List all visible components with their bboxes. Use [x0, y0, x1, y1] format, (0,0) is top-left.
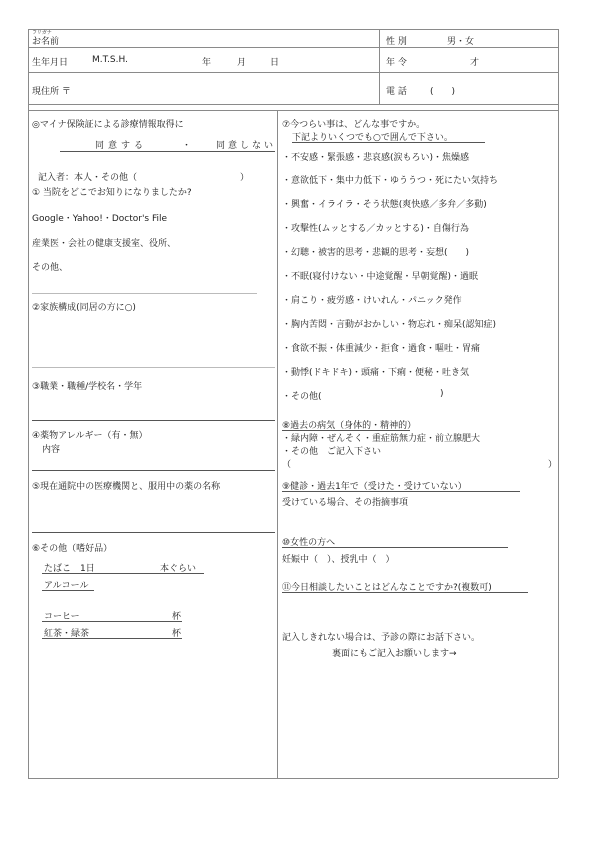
- q8-line-1: ・緑内障・ぜんそく・重症筋無力症・前立腺肥大: [282, 434, 481, 444]
- sex-options: 男・女: [447, 37, 475, 47]
- header-line-5: [28, 110, 558, 111]
- header-line-3: [28, 72, 558, 73]
- writer-close: ）: [240, 173, 250, 183]
- furigana-label: フリガナ: [32, 30, 52, 36]
- symptom-item: ・肩こり・疲労感・けいれん・パニック発作: [282, 296, 462, 306]
- dob-label: 生年月日: [32, 58, 69, 68]
- dob-day: 日: [270, 58, 280, 68]
- q4-sub-label: 内容: [42, 445, 61, 455]
- header-top-line: [28, 29, 558, 30]
- q5-bottom-line: [32, 532, 275, 533]
- q7-label: ⑦今つらい事は、どんな事ですか。: [282, 120, 426, 130]
- age-label: 年 令: [386, 58, 407, 68]
- q9-sub-label: 受けている場合、その指摘事項: [282, 498, 409, 508]
- coffee-label: コーヒー: [44, 612, 80, 622]
- writer-label: 記入者：本人・その他（: [38, 173, 138, 183]
- symptom-item: ・不安感・緊張感・悲哀感(涙もろい)・焦燥感: [282, 153, 470, 163]
- q3-bottom-line: [32, 420, 275, 421]
- dob-month: 月: [237, 58, 247, 68]
- tea-unit: 杯: [172, 629, 182, 639]
- myna-agree-option: 同意する: [95, 141, 148, 151]
- era-options: M.T.S.H.: [92, 55, 128, 65]
- tobacco-label: たばこ 1日: [44, 564, 95, 574]
- tobacco-unit: 本ぐらい: [160, 564, 197, 574]
- symptom-item: ・意欲低下・集中力低下・ゆううつ・死にたい気持ち: [282, 176, 499, 186]
- age-unit: 才: [470, 58, 480, 68]
- body-center-divider: [277, 110, 278, 778]
- q4-label: ④薬物アレルギー（有・無）: [32, 431, 148, 441]
- symptom-item: ・食欲不振・体重減少・拒食・過食・嘔吐・胃痛: [282, 344, 481, 354]
- body-bottom-line: [28, 778, 558, 779]
- q11-label: ⑪今日相談したいことはどんなことですか?(複数可): [282, 583, 492, 593]
- body-left-border: [28, 110, 29, 778]
- dob-year: 年: [202, 58, 212, 68]
- myna-underline: [60, 151, 275, 152]
- header-left-border: [28, 29, 29, 110]
- q10-label: ⑩女性の方へ: [282, 538, 336, 548]
- header-line-2: [28, 47, 558, 48]
- symptom-item: ・動悸(ドキドキ)・頭痛・下痢・便秘・吐き気: [282, 368, 470, 378]
- q7-sub-underline: [292, 142, 485, 143]
- tobacco-underline: [42, 573, 204, 574]
- q1-answer-1: Google・Yahoo!・Doctor's File: [32, 214, 168, 224]
- symptom-item: ・攻撃性(ムッとする／カッとする)・自傷行為: [282, 224, 469, 234]
- q3-label: ③職業・職種/学校名・学年: [32, 382, 143, 392]
- q7-sub-label: 下記よりいくつでも○で囲んで下さい。: [292, 133, 453, 143]
- tea-label: 紅茶・緑茶: [44, 629, 90, 639]
- q6-label: ⑥その他（嗜好品）: [32, 544, 113, 554]
- header-right-border: [558, 29, 559, 110]
- q11-underline: [282, 592, 528, 593]
- footer-note-1: 記入しきれない場合は、予診の際にお話下さい。: [282, 633, 481, 643]
- myna-disagree-option: 同意しない: [216, 141, 277, 151]
- symptom-item: ・興奮・イライラ・そう状態(爽快感／多弁／多動): [282, 200, 487, 210]
- name-label: お名前: [32, 37, 60, 47]
- body-right-border: [558, 110, 559, 778]
- q8-open-paren: （: [282, 460, 292, 470]
- q4-bottom-line: [32, 470, 275, 471]
- header-line-4: [28, 104, 558, 105]
- q2-label: ②家族構成(同居の方に○): [32, 303, 136, 313]
- symptom-item-other-close: ): [440, 389, 444, 399]
- footer-note-2: 裏面にもご記入お願いします→: [332, 649, 457, 659]
- symptom-item: ・幻聴・被害的思考・悲観的思考・妄想( ): [282, 248, 470, 258]
- q10-underline: [282, 547, 508, 548]
- sex-label: 性 別: [386, 37, 407, 47]
- q10-sub-label: 妊娠中（ ）、授乳中（ ）: [282, 555, 395, 565]
- phone-paren: ( ): [430, 87, 456, 97]
- q5-label: ⑤現在通院中の医療機関と、服用中の薬の名称: [32, 482, 221, 492]
- q9-label: ⑨健診・過去1年で（受けた・受けていない）: [282, 482, 467, 492]
- phone-label: 電 話: [386, 87, 407, 97]
- myna-separator: ・: [182, 141, 192, 151]
- q2-bottom-line: [32, 367, 275, 368]
- q8-close-paren: ）: [548, 460, 558, 470]
- q1-label: ① 当院をどこでお知りになりましたか?: [32, 188, 192, 198]
- coffee-unit: 杯: [172, 612, 182, 622]
- symptom-item: ・不眠(寝付けない・中途覚醒・早朝覚醒)・過眠: [282, 272, 479, 282]
- alcohol-underline: [42, 590, 94, 591]
- q8-line-2: ・その他 ご記入下さい: [282, 447, 382, 457]
- symptom-item-other: ・その他(: [282, 392, 322, 402]
- q1-answer-3: その他、: [32, 263, 69, 273]
- q1-answer-2: 産業医・会社の健康支援室、役所、: [32, 239, 177, 249]
- alcohol-label: アルコール: [44, 581, 89, 591]
- tea-underline: [42, 638, 182, 639]
- header-divider: [379, 29, 380, 104]
- myna-title: ◎マイナ保険証による診療情報取得に: [32, 120, 184, 130]
- symptom-item: ・胸内苦悶・言動がおかしい・物忘れ・痴呆(認知症): [282, 320, 497, 330]
- q9-underline: [282, 491, 520, 492]
- q1-bottom-line: [32, 293, 257, 294]
- address-label: 現住所 〒: [32, 87, 71, 97]
- coffee-underline: [42, 621, 182, 622]
- q8-label: ⑧過去の病気（身体的・精神的）: [282, 421, 417, 431]
